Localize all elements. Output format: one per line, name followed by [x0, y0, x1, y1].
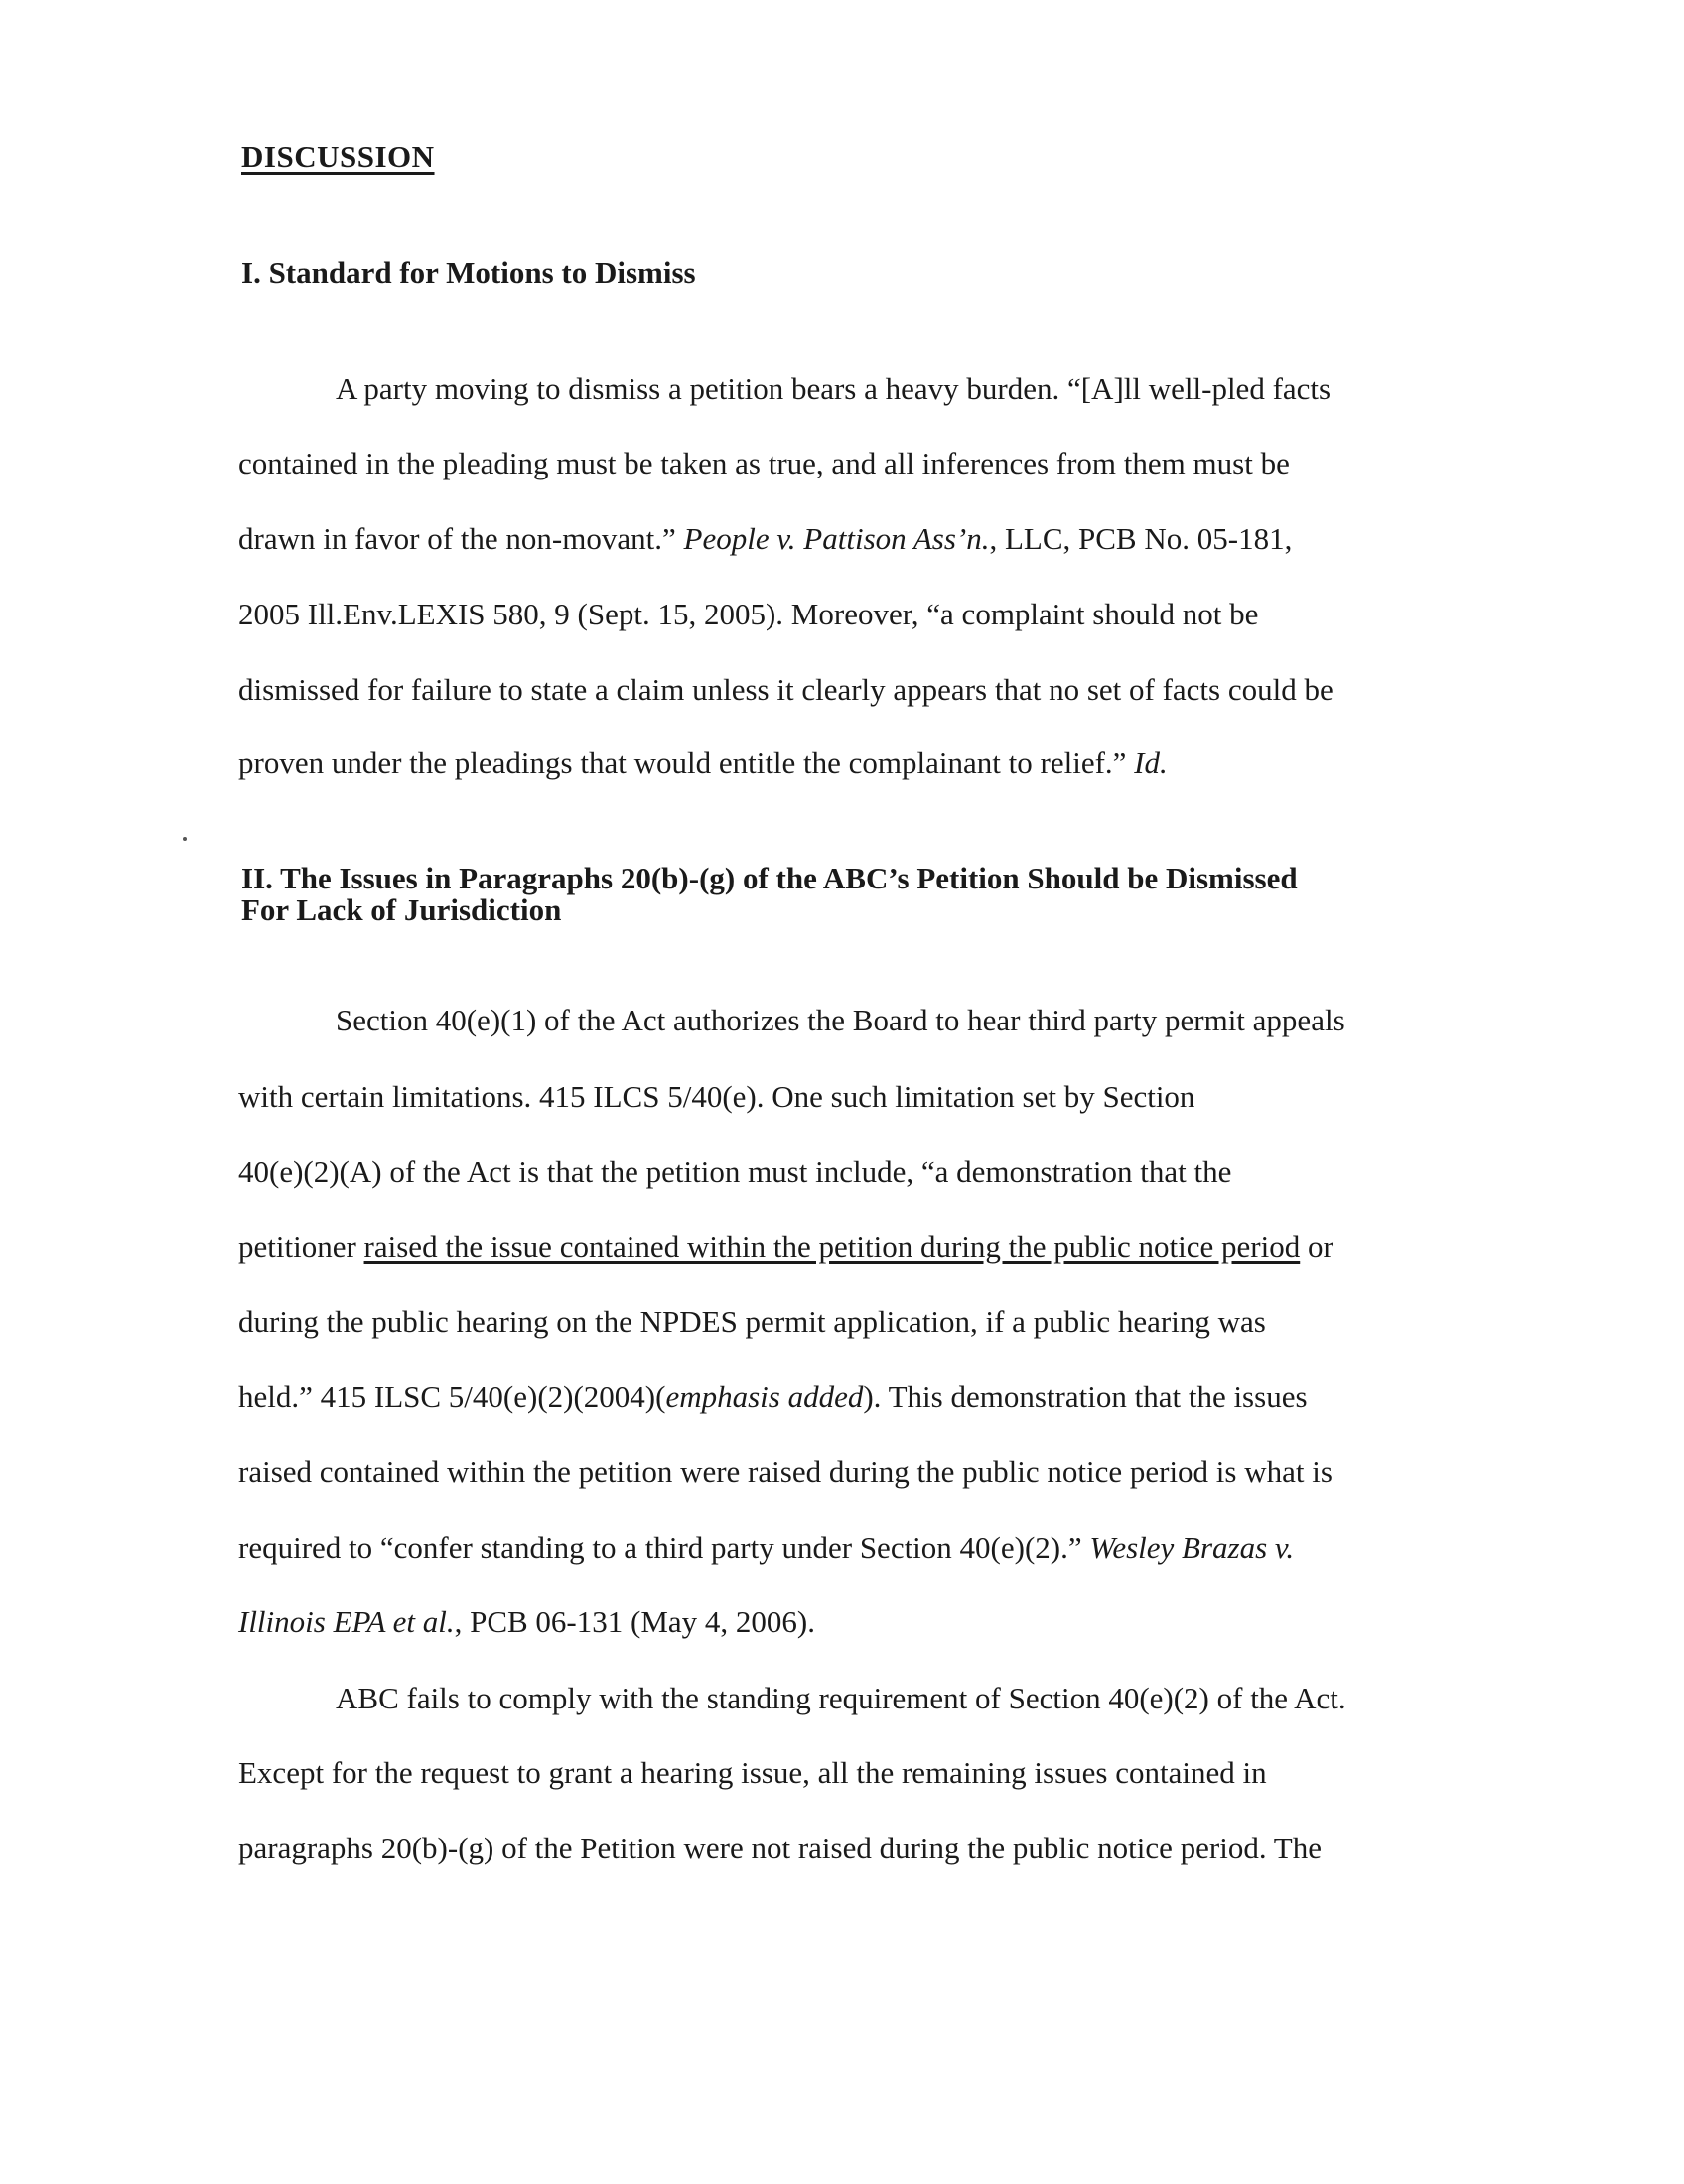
paragraph-line: [238, 1532, 1294, 1563]
underlined-phrase: raised the issue contained within the petition during the public notice period: [363, 1229, 1301, 1264]
paragraph-line: Except for the request to grant a hearing issue, all the remaining issues contained in: [238, 1755, 1267, 1790]
paragraph-line: Section 40(e)(1) of the Act authorizes the Board to hear third party permit appeals: [336, 1003, 1345, 1037]
scan-speck: [183, 837, 187, 841]
section-heading-standard: I. Standard for Motions to Dismiss: [241, 255, 696, 290]
paragraph-line: A party moving to dismiss a petition bears a heavy burden. “[A]ll well-pled facts: [336, 371, 1332, 406]
paragraph-line: during the public hearing on the NPDES permit application, if a public hearing was: [238, 1304, 1266, 1339]
paragraph-line: paragraphs 20(b)-(g) of the Petition were not raised during the public notice period. The: [238, 1831, 1322, 1865]
paragraph-line: ABC fails to comply with the standing requirement of Section 40(e)(2) of the Act.: [336, 1681, 1346, 1715]
paragraph-line: contained in the pleading must be taken as true, and all inferences from them must be: [238, 446, 1290, 480]
paragraph-line: [238, 1381, 1308, 1412]
text-run: held.” 415 ILSC 5/40(e)(2)(2004)(: [238, 1379, 666, 1414]
text-run: , LLC, PCB No. 05-181,: [989, 521, 1293, 556]
text-run: required to “confer standing to a third party under Section 40(e)(2).”: [238, 1530, 1090, 1565]
case-citation: People v. Pattison Ass’n.: [683, 521, 990, 556]
case-citation: Illinois EPA et al.: [238, 1604, 455, 1639]
text-run: petitioner: [238, 1229, 364, 1264]
case-citation: Wesley Brazas v.: [1089, 1530, 1295, 1565]
heading-line: II. The Issues in Paragraphs 20(b)-(g) of the ABC’s Petition Should be Dismissed: [241, 861, 1298, 895]
section-heading-jurisdiction: [241, 863, 1433, 926]
text-run: , PCB 06-131 (May 4, 2006).: [454, 1604, 815, 1639]
case-citation: Id.: [1134, 746, 1168, 780]
paragraph-line: raised contained within the petition were raised during the public notice period is what is: [238, 1454, 1333, 1489]
paragraph-line: 40(e)(2)(A) of the Act is that the petition must include, “a demonstration that the: [238, 1155, 1232, 1189]
document-title: DISCUSSION: [241, 139, 435, 174]
emphasis-note: emphasis added: [665, 1379, 864, 1414]
text-run: ). This demonstration that the issues: [863, 1379, 1308, 1414]
paragraph-line: [238, 1606, 815, 1637]
text-run: or: [1300, 1229, 1333, 1264]
paragraph-line: [238, 748, 1168, 778]
paragraph-line: [238, 1231, 1333, 1262]
paragraph-line: 2005 Ill.Env.LEXIS 580, 9 (Sept. 15, 2005). Moreover, “a complaint should not be: [238, 597, 1259, 631]
heading-line: For Lack of Jurisdiction: [241, 892, 562, 927]
text-run: drawn in favor of the non-movant.”: [238, 521, 684, 556]
paragraph-line: with certain limitations. 415 ILCS 5/40(e). One such limitation set by Section: [238, 1079, 1195, 1114]
text-run: proven under the pleadings that would entitle the complainant to relief.”: [238, 746, 1135, 780]
paragraph-line: dismissed for failure to state a claim unless it clearly appears that no set of facts could be: [238, 672, 1333, 707]
paragraph-line: [238, 523, 1292, 554]
